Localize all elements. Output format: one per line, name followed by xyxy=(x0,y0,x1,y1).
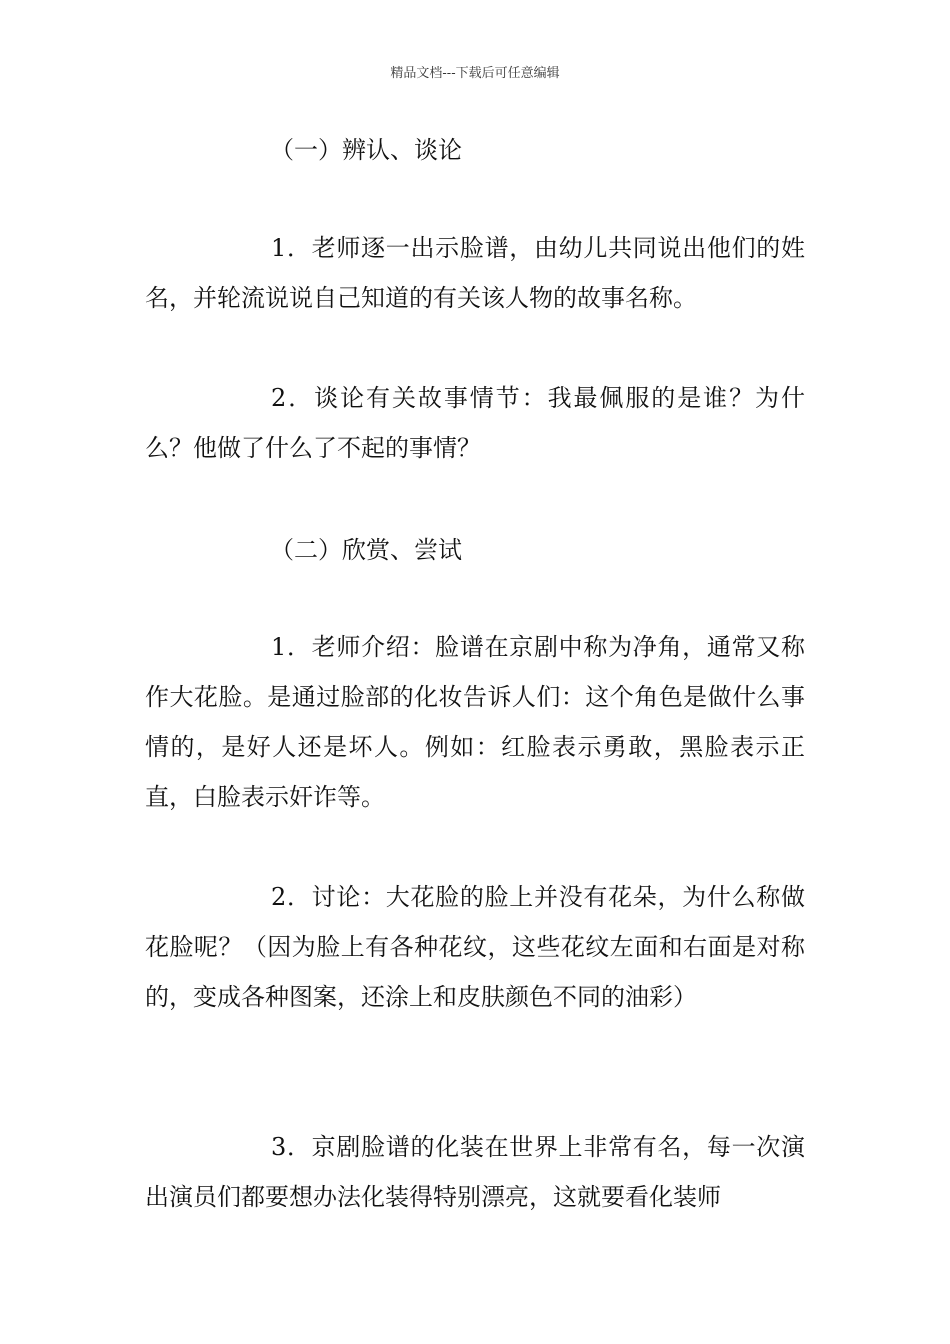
paragraph-2-2: 2．讨论：大花脸的脸上并没有花朵，为什么称做花脸呢？（因为脸上有各种花纹，这些花纹左面和右面是对称的，变成各种图案，还涂上和皮肤颜色不同的油彩） xyxy=(145,883,805,1011)
paragraph-2-3: 3．京剧脸谱的化装在世界上非常有名，每一次演出演员们都要想办法化装得特别漂亮，这就要看化装师 xyxy=(145,1133,805,1211)
section-heading-1: （一）辨认、谈论 xyxy=(270,136,462,164)
section-heading-2: （二）欣赏、尝试 xyxy=(270,536,462,564)
paragraph-2-1: 1．老师介绍：脸谱在京剧中称为净角，通常又称作大花脸。是通过脸部的化妆告诉人们：这个角色是做什么事情的，是好人还是坏人。例如：红脸表示勇敢，黑脸表示正直，白脸表示奸诈等。 xyxy=(145,633,805,811)
page-header: 精品文档---下载后可任意编辑 xyxy=(390,66,560,81)
paragraph-1-2: 2．谈论有关故事情节：我最佩服的是谁？为什么？他做了什么了不起的事情？ xyxy=(145,384,805,462)
paragraph-1-1: 1．老师逐一出示脸谱，由幼儿共同说出他们的姓名，并轮流说说自己知道的有关该人物的故事名称。 xyxy=(145,234,805,312)
